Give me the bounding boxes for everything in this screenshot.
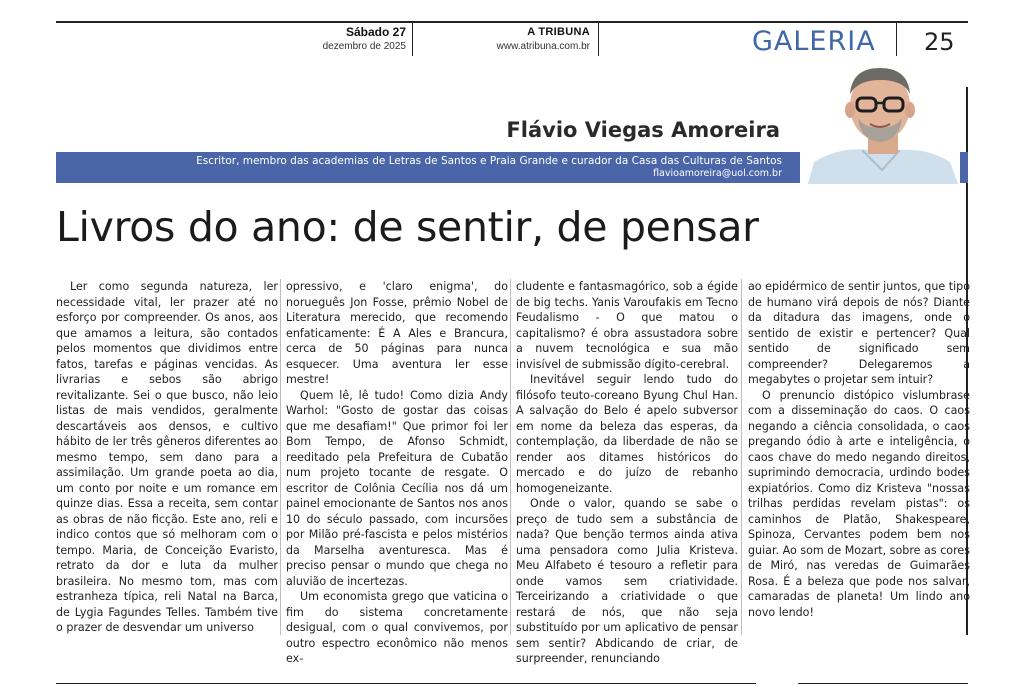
article-column-4 [748, 279, 970, 620]
newspaper-url: www.atribuna.com.br [496, 41, 590, 52]
column-divider [741, 279, 742, 635]
divider [412, 22, 413, 56]
columnist-email: flavioamoreira@uol.com.br [653, 168, 782, 179]
columnist-name: Flávio Viegas Amoreira [506, 118, 780, 142]
columnist-bio: Escritor, membro das academias de Letras de Santos e Praia Grande e curador da Casa das Culturas de Santos [196, 155, 782, 167]
columnist-photo [800, 58, 960, 184]
bottom-rule [798, 683, 968, 684]
column-divider [510, 279, 511, 635]
paragraph: Quem lê, lê tudo! Como dizia Andy Warhol: "Gosto de gostar das coisas que me desafiam!" Que primor foi ler Bom Tempo, de Afonso Schmidt, reeditado pela Prefeitura de Cubatão num projeto tocante de resgate. O escritor de Colônia Cecília nos dá um painel emocionante de Santos nos anos 10 do século passado, com incursões por Milão pré-fascista e pelos mistérios da Marselha aventuresca. Mas é preciso pensar o mundo que chega no aluvião de incertezas. [286, 388, 508, 588]
paragraph: Ler como segunda natureza, ler necessidade vital, ler prazer até no esforço por compreender. Os anos, aos que amamos a leitura, são contados pelos momentos que dividimos entre fatos, tarefas e páginas vencidas. As livrarias e sebos são abrigo revitalizante. Sei o que busco, não leio listas de mais vendidos, geralmente descartáveis aos densos, e cultivo hábito de ler três gêneros diferentes ao mesmo tempo, sem dano para a assimilação. Um grande poeta ao dia, um conto por noite e um romance em quinze dias. Essa a receita, sem contar as obras de não ficção. Este ano, reli e indico contos que só melhoram com o tempo. Maria, de Conceição Evaristo, retrato da dor e luta da mulher brasileira. No mesmo tom, mas com estranheza típica, reli Natal na Barca, de Lygia Fagundes Telles. Também tive o prazer de desvendar um universo [56, 280, 278, 634]
divider [896, 22, 897, 56]
paragraph: cludente e fantasmagórico, sob a égide de big techs. Yanis Varoufakis em Tecno Feudalismo - O que matou o capitalismo? é obra assustadora sobre a nuvem tecnológica e sua mão invisível de submissão dígito-cerebral. [516, 280, 738, 371]
paragraph: Um economista grego que vaticina o fim do sistema concretamente desigual, com o qual convivemos, por outro espectro econômico não menos ex- [286, 590, 508, 665]
divider [598, 22, 599, 56]
portrait-illustration [800, 58, 960, 184]
section-title: GALERIA [752, 26, 876, 57]
paragraph: O prenuncio distópico vislumbrase com a disseminação do caos. O caos negando a ciência consolidada, o caos pregando ódio à arte e inteligência, o caos chave do medo negando direitos, suprimindo democracia, urdindo bodes expiatórios. Como diz Kristeva "nossas trilhas perdidas revelam pistas": os caminhos de Platão, Shakespeare, Spinoza, Cervantes podem bem nos guiar. Ao som de Mozart, sobre as cores de Miró, nas veredas de Guimarães Rosa. É a beleza que pode nos salvar, camaradas de planeta! Um lindo ano novo lendo! [748, 388, 970, 619]
paragraph: ao epidérmico de sentir juntos, que tipo de humano virá depois de nós? Diante da ditadura das imagens, onde o sentido de existir e pertencer? Qual sentido de significado sem compreender? Delegaremos a megabytes o projetar sem intuir? [748, 280, 970, 386]
paragraph: Inevitável seguir lendo tudo do filósofo teuto-coreano Byung Chul Han. A salvação do Belo é apelo subversor em nome da beleza das esperas, da contemplação, da liberdade de não se render aos ditames históricos do mercado e do juízo de rebanho homogeneizante. [516, 373, 738, 495]
date-month-year: dezembro de 2025 [322, 41, 406, 52]
article-column-3 [516, 279, 738, 667]
bottom-rule [56, 683, 756, 684]
newspaper-info [440, 25, 590, 54]
top-rule [56, 21, 968, 23]
article-headline: Livros do ano: de sentir, de pensar [56, 203, 759, 251]
edition-date [316, 25, 406, 54]
newspaper-name: A TRIBUNA [527, 26, 590, 38]
page-number: 25 [924, 28, 955, 56]
column-divider [280, 279, 281, 635]
paragraph: opressivo, e 'claro enigma', do norueguês Jon Fosse, prêmio Nobel de Literatura merecido, que recomendo enfaticamente: É A Ales e Brancura, cerca de 50 páginas para nunca esquecer. Uma aventura ler esse mestre! [286, 280, 508, 386]
date-day: Sábado 27 [345, 25, 406, 39]
paragraph: Onde o valor, quando se sabe o preço de tudo sem a substância de nada? Que benção termos ainda ativa uma pensadora como Julia Kristeva. Meu Alfabeto é tesouro a refletir para onde vamos sem criatividade. Terceirizando a criatividade o que restará de nós, que não seja substituído por um aplicativo de pensar sem sentir? Abdicando de criar, de surpreender, renunciando [516, 497, 738, 665]
article-column-2 [286, 279, 508, 667]
article-column-1 [56, 279, 278, 636]
